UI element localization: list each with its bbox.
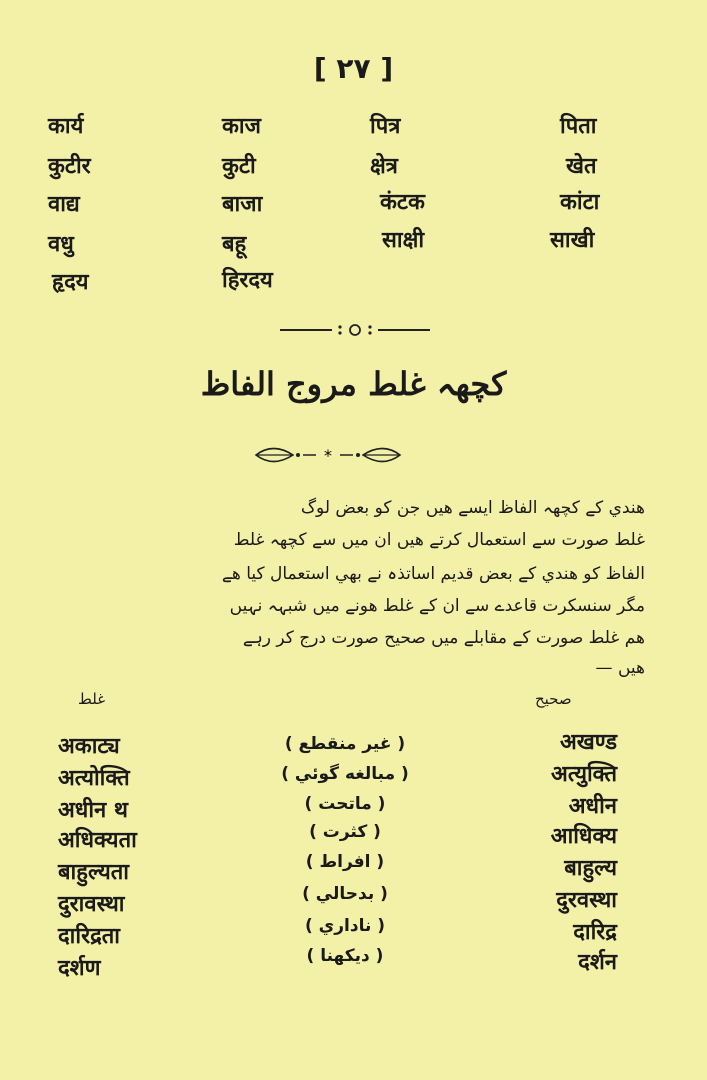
grid-word: कंटक <box>380 190 425 215</box>
grid-word: क्षेत्र <box>370 154 398 179</box>
grid-word: वाद्य <box>48 192 80 217</box>
wrong-word: अत्योक्ति <box>58 766 130 791</box>
meaning: ( بدحالي ) <box>302 884 388 904</box>
correct-word: आधिक्य <box>550 824 617 849</box>
grid-word: वधु <box>48 232 74 257</box>
paragraph-line: هندي کے کچھہ الفاظ ایسے هیں جن کو بعض لوگ <box>300 498 645 518</box>
meaning: ( دیکھنا ) <box>306 946 384 966</box>
correct-word: दुरवस्था <box>556 888 617 913</box>
grid-word: बाजा <box>222 192 263 217</box>
grid-word: कुटी <box>222 154 256 179</box>
grid-word: कुटीर <box>48 154 91 179</box>
grid-word: पिता <box>560 114 597 139</box>
meaning: ( غیر منقطع ) <box>284 734 406 754</box>
correct-word: दारिद्र <box>573 920 617 945</box>
grid-word: कार्य <box>48 114 84 139</box>
grid-word: बहू <box>222 232 247 257</box>
meaning: ( کثرت ) <box>309 822 381 842</box>
wrong-word: दारिद्रता <box>58 924 120 949</box>
correct-word: बाहुल्य <box>564 856 617 881</box>
meaning: ( مبالغه گوئي ) <box>281 764 409 784</box>
grid-word: पित्र <box>370 114 401 139</box>
grid-word: साखी <box>550 228 595 253</box>
grid-word: कांटा <box>560 190 600 215</box>
paragraph-line: مگر سنسکرت قاعدے سے ان کے غلط هونے میں شبہہ نہیں <box>229 596 645 616</box>
divider-ornament <box>280 320 430 340</box>
column-header-wrong: غلط <box>78 690 106 708</box>
leaf-ornament <box>248 440 408 470</box>
grid-word: साक्षी <box>382 228 425 253</box>
correct-word: अखण्ड <box>559 730 617 755</box>
wrong-word: दुरावस्था <box>58 892 125 917</box>
wrong-word: अधिक्यता <box>58 828 137 853</box>
page-number: [ ۲۷ ] <box>313 52 394 85</box>
meaning: ( افراط ) <box>305 852 385 872</box>
paragraph-line: الفاظ کو هندي کے بعض قدیم اساتذہ نے بھي استعمال کیا ھے <box>221 564 645 584</box>
correct-word: अधीन <box>568 794 617 819</box>
paragraph-line: هیں — <box>595 658 645 678</box>
paragraph-line: غلط صورت سے استعمال کرتے هیں ان میں سے کچھہ غلط <box>233 530 645 550</box>
grid-word: काज <box>222 114 261 139</box>
correct-word: अत्युक्ति <box>551 762 617 787</box>
correct-word: दर्शन <box>578 950 617 975</box>
grid-word: हृदय <box>52 270 89 295</box>
wrong-word: दर्शण <box>58 956 101 981</box>
svg-text:*: * <box>324 446 332 465</box>
wrong-word: अधीन थ <box>58 798 128 823</box>
section-title: کچھہ غلط مروج الفاظ <box>200 365 507 403</box>
paragraph-line: هم غلط صورت کے مقابلے میں صحیح صورت درج کر رہے <box>242 628 645 648</box>
meaning: ( ناداري ) <box>304 916 386 936</box>
meaning: ( ماتحت ) <box>304 794 386 814</box>
wrong-word: अकाट्य <box>58 734 120 759</box>
grid-word: खेत <box>566 154 597 179</box>
grid-word: हिरदय <box>222 268 273 293</box>
wrong-word: बाहुल्यता <box>58 860 129 885</box>
column-header-correct: صحیح <box>535 690 572 708</box>
